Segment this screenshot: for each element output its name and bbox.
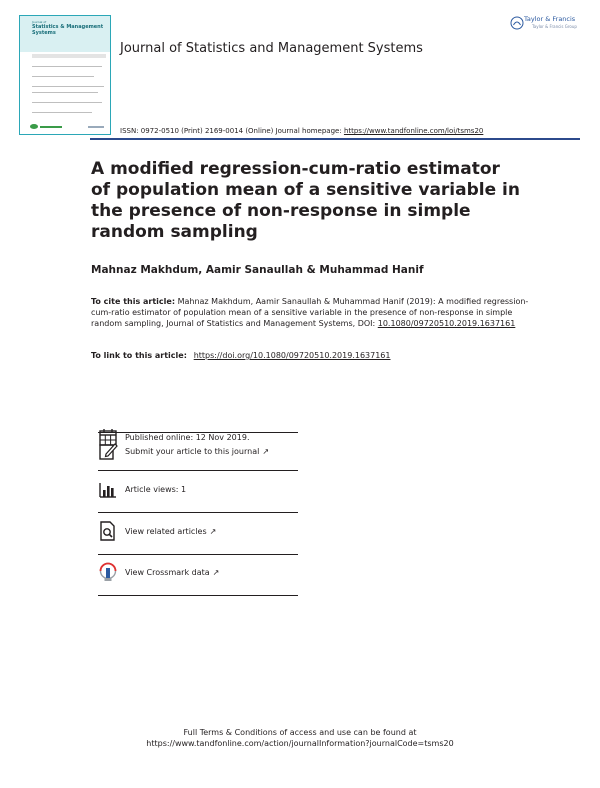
info-divider <box>98 554 298 555</box>
document-search-icon <box>98 521 118 541</box>
citation-block <box>91 296 531 329</box>
footer <box>0 727 600 749</box>
crossmark-row[interactable] <box>98 558 298 586</box>
citation-text: Mahnaz Makhdum, Aamir Sanaullah & Muhammad Hanif (2019): A modified regression-cum-ratio estimator of population mean of a sensitive variable in the presence of non-response in simple random sampling, Journal of Statistics and Management Systems, DOI: <box>91 297 529 328</box>
info-divider <box>98 432 298 433</box>
cover-line <box>32 66 102 67</box>
cover-line <box>32 76 94 77</box>
cover-line <box>32 102 102 103</box>
citation-doi-link[interactable]: 10.1080/09720510.2019.1637161 <box>377 319 516 328</box>
cover-title: Statistics & Management Systems <box>32 24 104 36</box>
crossmark-link[interactable] <box>125 568 219 577</box>
article-doi-url[interactable]: https://doi.org/10.1080/09720510.2019.1637161 <box>193 351 391 360</box>
submit-article-link[interactable] <box>125 447 269 456</box>
article-views-text: Article views: 1 <box>125 485 187 494</box>
published-online-text: Published online: 12 Nov 2019. <box>125 433 250 442</box>
submit-article-row[interactable] <box>98 437 298 465</box>
external-link-icon: ↗ <box>262 447 270 456</box>
submit-article-text: Submit your article to this journal <box>125 447 260 456</box>
cover-line <box>32 86 104 87</box>
info-divider <box>98 595 298 596</box>
issn-text: ISSN: 0972-0510 (Print) 2169-0014 (Online) Journal homepage: <box>120 127 344 135</box>
journal-cover-thumbnail <box>19 15 111 135</box>
publisher-logo[interactable] <box>510 14 586 42</box>
article-authors: Mahnaz Makhdum, Aamir Sanaullah & Muhammad Hanif <box>91 264 424 276</box>
related-articles-row[interactable] <box>98 517 298 545</box>
info-divider <box>98 470 298 471</box>
crossmark-text: View Crossmark data <box>125 568 210 577</box>
cover-publisher-text <box>40 126 62 128</box>
footer-terms-link[interactable]: https://www.tandfonline.com/action/journalInformation?journalCode=tsms20 <box>146 739 454 748</box>
publisher-logo-text: Taylor & Francis <box>524 15 576 23</box>
related-articles-link[interactable] <box>125 527 216 536</box>
cover-small-text: Journal of <box>32 20 47 24</box>
external-link-icon: ↗ <box>209 527 217 536</box>
publisher-logo-subtext: Taylor & Francis Group <box>532 24 577 29</box>
cover-publisher-mark <box>30 124 38 129</box>
cover-footer-text <box>88 126 104 128</box>
crossmark-icon <box>98 562 118 582</box>
journal-name[interactable]: Journal of Statistics and Management Systems <box>120 41 423 56</box>
article-title: A modified regression-cum-ratio estimator of population mean of a sensitive variable in the presence of non-response in simple random sampling <box>91 159 520 242</box>
related-articles-text: View related articles <box>125 527 207 536</box>
citation-label: To cite this article: <box>91 297 176 306</box>
pencil-edit-icon <box>98 441 118 461</box>
cover-bar <box>32 54 106 58</box>
external-link-icon: ↗ <box>212 568 220 577</box>
article-views-row <box>98 475 298 503</box>
article-link-block <box>91 351 531 360</box>
header-rule <box>90 138 580 140</box>
info-divider <box>98 512 298 513</box>
cover-line <box>32 92 98 93</box>
journal-homepage-link[interactable]: https://www.tandfonline.com/loi/tsms20 <box>343 127 484 135</box>
issn-line <box>120 127 483 135</box>
bar-chart-icon <box>98 479 118 499</box>
footer-terms-text: Full Terms & Conditions of access and use can be found at <box>183 728 417 737</box>
cover-line <box>32 112 92 113</box>
publisher-logo-icon <box>510 16 524 30</box>
article-link-label: To link to this article: <box>91 351 190 360</box>
